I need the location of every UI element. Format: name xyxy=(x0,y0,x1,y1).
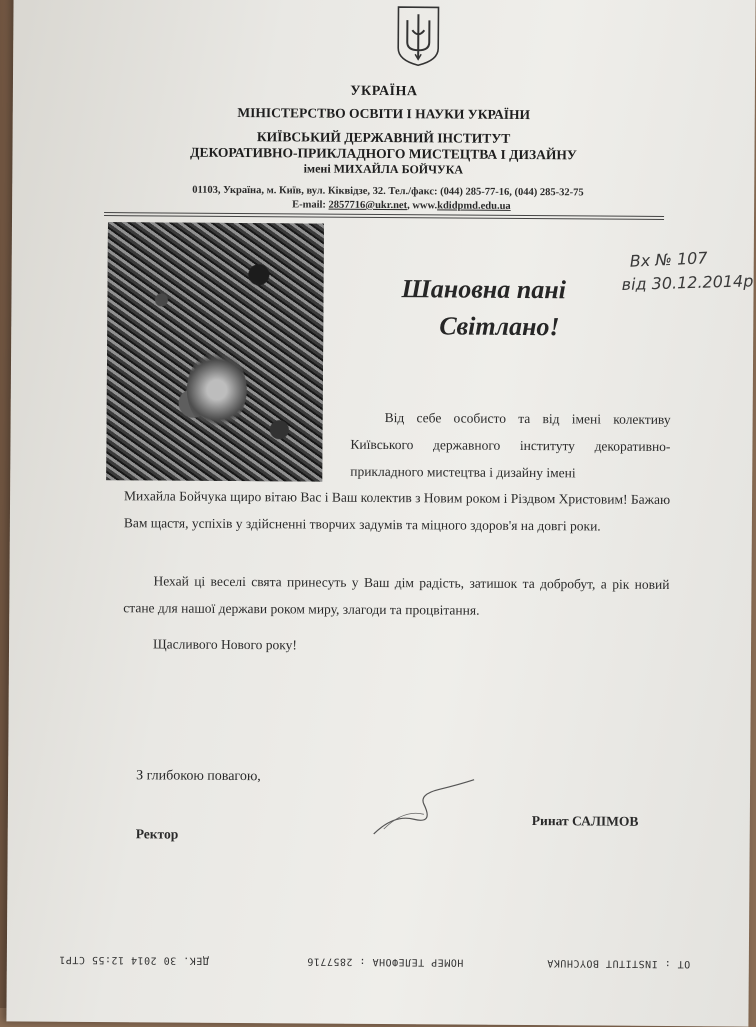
address-line: 01103, Україна, м. Київ, вул. Кіквідзе, 32. Тел./факс: (044) 285-77-16, (044) 285-32-75 xyxy=(192,184,584,199)
incoming-date-note: від 30.12.2014р xyxy=(621,271,754,294)
signature-icon xyxy=(364,774,484,845)
institute-heading-3: імені МИХАЙЛА БОЙЧУКА xyxy=(303,161,464,177)
header-divider xyxy=(104,212,664,220)
fax-footer-phone: НОМЕР ТЕЛЕФОНА : 2857716 xyxy=(306,955,464,968)
institute-heading-1: КИЇВСЬКИЙ ДЕРЖАВНИЙ ІНСТИТУТ xyxy=(256,129,511,146)
contact-line xyxy=(292,199,511,212)
fax-footer-sender: ОТ : INSTITUT BOYCHUKA xyxy=(546,957,691,970)
country-heading: УКРАЇНА xyxy=(350,83,418,100)
letter-page xyxy=(6,0,755,1027)
fax-footer-date: ДЕК. 30 2014 12:55 СТР1 xyxy=(58,953,209,966)
greeting-line-1: Шановна пані xyxy=(401,274,567,305)
signer-position: Ректор xyxy=(135,826,179,842)
closing-regards: З глибокою повагою, xyxy=(136,768,261,785)
institute-heading-2: ДЕКОРАТИВНО-ПРИКЛАДНОГО МИСТЕЦТВА І ДИЗАЙНУ xyxy=(190,144,577,163)
email-link[interactable]: 2857716@ukr.net xyxy=(328,199,408,212)
body-paragraph-3: Щасливого Нового року! xyxy=(153,636,298,653)
ministry-heading: МІНІСТЕРСТВО ОСВІТИ І НАУКИ УКРАЇНИ xyxy=(237,104,531,123)
trident-emblem-icon xyxy=(395,4,441,68)
email-prefix: E-mail: xyxy=(292,199,329,211)
greeting-line-2: Світлано! xyxy=(439,311,560,342)
body-paragraph-1-continued: Михайла Бойчука щиро вітаю Вас і Ваш колектив з Новим роком і Різдвом Христовим! Бажаю Вам щастя, успіхів у здійсненні творчих задумів та міцного здоров'я на довгі роки. xyxy=(123,488,671,534)
website-link[interactable]: kdidpmd.edu.ua xyxy=(437,200,511,212)
signer-name: Ринат САЛІМОВ xyxy=(531,813,639,829)
incoming-number-note: Вх № 107 xyxy=(629,248,708,271)
web-prefix: , www. xyxy=(407,200,438,212)
body-paragraph-2: Нехай ці веселі свята принесуть у Ваш дім радість, затишок та добробут, а рік новий стане для нашої держави роком миру, злагоди та процвітання. xyxy=(123,573,670,618)
photo-ornament xyxy=(187,351,248,429)
body-paragraph-1: Від себе особисто та від імені колективу Київського державного інституту декоративно-прикладного мистецтва і дизайну імені xyxy=(350,410,671,481)
